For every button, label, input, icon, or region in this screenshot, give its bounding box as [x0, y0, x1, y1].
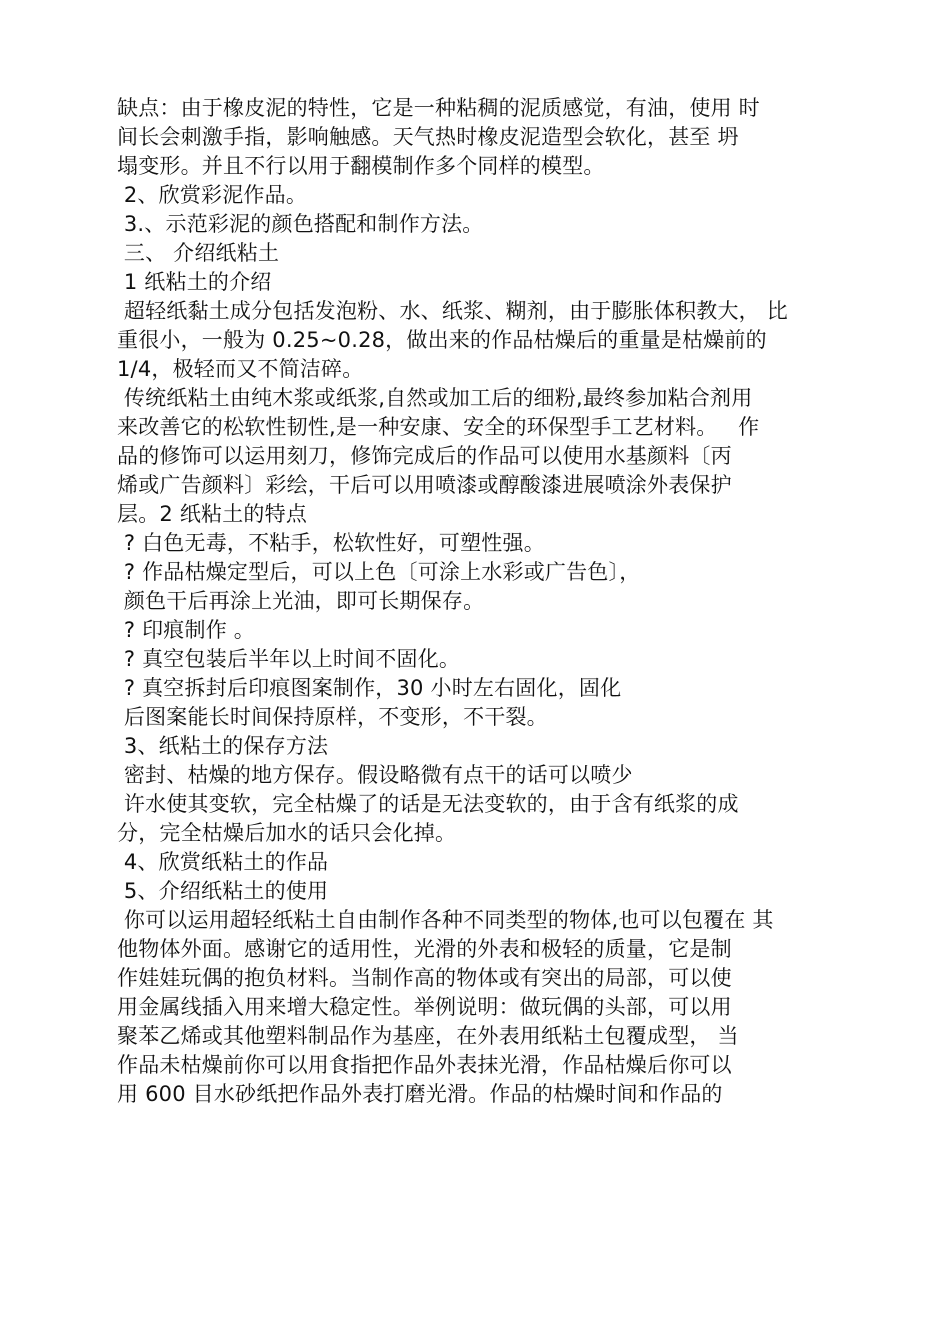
- text-line: 3.、示范彩泥的颜色搭配和制作方法。: [117, 212, 484, 236]
- list-item: ? 印痕制作 。: [117, 618, 255, 642]
- text-line: 来改善它的松软性韧性,是一种安康、安全的环保型手工艺材料。 作: [117, 415, 760, 439]
- text-line: 传统纸粘土由纯木浆或纸浆,自然或加工后的细粉,最终参加粘合剂用: [117, 386, 753, 410]
- text-line: 1/4，极轻而又不简洁碎。: [117, 357, 364, 381]
- text-line: 你可以运用超轻纸粘土自由制作各种不同类型的物体,也可以包覆在 其: [117, 908, 774, 932]
- text-line: 层。2 纸粘土的特点: [117, 502, 308, 526]
- document-body: [117, 94, 847, 1109]
- text-line: 缺点：由于橡皮泥的特性，它是一种粘稠的泥质感觉，有油，使用 时: [117, 96, 760, 120]
- list-item: ? 作品枯燥定型后，可以上色〔可涂上水彩或广告色〕，: [117, 560, 641, 584]
- text-line: 2、欣赏彩泥作品。: [117, 183, 308, 207]
- text-line: 作品未枯燥前你可以用食指把作品外表抹光滑，作品枯燥后你可以: [117, 1053, 732, 1077]
- subsection-heading: 3、纸粘土的保存方法: [117, 734, 329, 758]
- text-line: 许水使其变软，完全枯燥了的话是无法变软的，由于含有纸浆的成: [117, 792, 739, 816]
- text-line: 塌变形。并且不行以用于翻模制作多个同样的模型。: [117, 154, 605, 178]
- text-line: 后图案能长时间保持原样，不变形，不干裂。: [117, 705, 548, 729]
- text-line: 用 600 目水砂纸把作品外表打磨光滑。作品的枯燥时间和作品的: [117, 1082, 723, 1106]
- text-line: 品的修饰可以运用刻刀，修饰完成后的作品可以使用水基颜料〔丙: [117, 444, 732, 468]
- text-line: 超轻纸黏土成分包括发泡粉、水、纸浆、糊剂，由于膨胀体积教大， 比: [117, 299, 788, 323]
- list-item: ? 真空包装后半年以上时间不固化。: [117, 647, 461, 671]
- text-line: 间长会刺激手指，影响触感。天气热时橡皮泥造型会软化，甚至 坍: [117, 125, 739, 149]
- text-line: 重很小，一般为 0.25~0.28，做出来的作品枯燥后的重量是枯燥前的: [117, 328, 767, 352]
- subsection-heading: 1 纸粘土的介绍: [117, 270, 272, 294]
- list-item: ? 白色无毒，不粘手，松软性好，可塑性强。: [117, 531, 545, 555]
- text-line: 作娃娃玩偶的抱负材料。当制作高的物体或有突出的局部，可以使: [117, 966, 732, 990]
- text-line: 用金属线插入用来增大稳定性。举例说明：做玩偶的头部，可以用: [117, 995, 732, 1019]
- text-line: 分，完全枯燥后加水的话只会化掉。: [117, 821, 457, 845]
- list-item: ? 真空拆封后印痕图案制作，30 小时左右固化，固化: [117, 676, 622, 700]
- text-line: 密封、枯燥的地方保存。假设略微有点干的话可以喷少: [117, 763, 633, 787]
- text-line: 烯或广告颜料〕彩绘，干后可以用喷漆或醇酸漆进展喷涂外表保护: [117, 473, 732, 497]
- text-line: 颜色干后再涂上光油，即可长期保存。: [117, 589, 485, 613]
- subsection-heading: 4、欣赏纸粘土的作品: [117, 850, 329, 874]
- text-line: 他物体外面。感谢它的适用性，光滑的外表和极轻的质量，它是制: [117, 937, 732, 961]
- section-heading: 三、 介绍纸粘土: [117, 241, 280, 265]
- text-line: 聚苯乙烯或其他塑料制品作为基座，在外表用纸粘土包覆成型， 当: [117, 1024, 739, 1048]
- subsection-heading: 5、介绍纸粘土的使用: [117, 879, 329, 903]
